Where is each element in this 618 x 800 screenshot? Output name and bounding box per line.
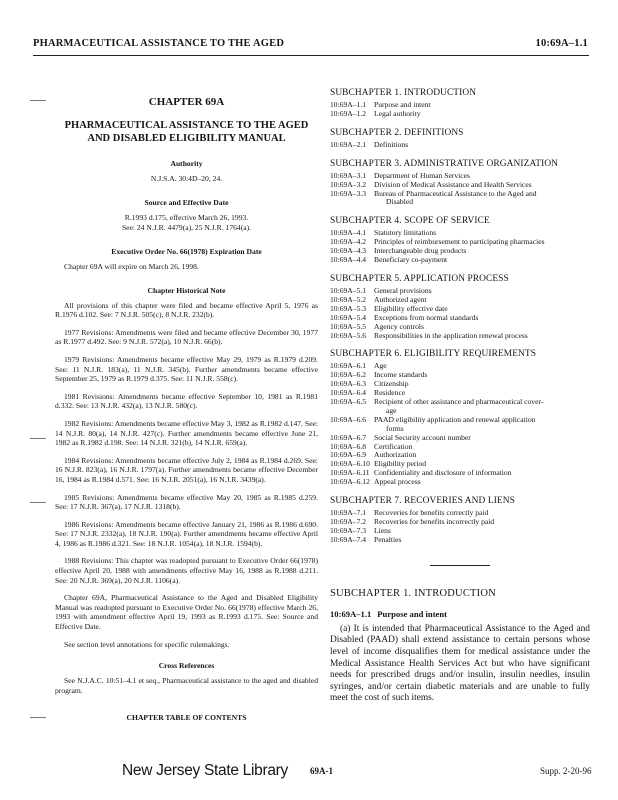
toc-title-text: Recipient of other assistance and pharmaceutical cover- — [374, 397, 544, 407]
toc-row — [330, 110, 590, 119]
toc-title-text: Age — [374, 361, 387, 371]
toc-row — [330, 434, 590, 443]
toc-row — [330, 362, 590, 371]
toc-section-title — [374, 332, 590, 341]
margin-mark — [30, 438, 46, 439]
margin-mark — [30, 100, 46, 101]
toc-section-number: 10:69A–1.1 — [330, 100, 367, 109]
authority-heading: Authority — [170, 159, 203, 168]
section-paragraph: (a) It is intended that Pharmaceutical Assistance to the Aged and Disabled (PAAD) shall extend assistance to certain persons whose level of income disqualifies them for medical assistance under the Medical Assistance Health Services Act but who have significant needs for prescribed drugs and/or insulin, insulin needles, insulin syringes, and/or certain diabetic materials and are unable to fully meet the cost of such items. — [330, 623, 590, 704]
toc-section-number: 10:69A–1.2 — [330, 108, 367, 118]
history-paragraph: 1981 Revisions: Amendments became effective September 10, 1981 as R.1981 d.332. See: 13 N.J.R. 432(a), 13 N.J.R. 580(c). — [55, 391, 318, 411]
toc-row — [330, 314, 590, 323]
cross-references-text: See N.J.A.C. 10:51–4.1 et seq., Pharmaceutical assistance to the aged and disabled program. — [55, 676, 318, 695]
toc-subchapter-heading: SUBCHAPTER 1. INTRODUCTION — [330, 88, 477, 98]
toc-title-text: Definitions — [374, 139, 409, 149]
toc-row — [330, 478, 590, 487]
source-text — [55, 213, 318, 233]
section-divider — [430, 565, 490, 566]
toc-section-number: 10:69A–6.6 — [330, 414, 367, 424]
history-paragraph: 1986 Revisions: Amendments became effective January 21, 1986 as R.1986 d.690. See: 17 N.J.R. 2332(a), 18 N.J.R. 190(a). Further amendments became effective April 4, 1986 as R.1986 d.321. See: 18 N.J.R. 1054(a), 18 N.J.R. 1594(b). — [55, 519, 318, 548]
toc-subchapter-heading: SUBCHAPTER 7. RECOVERIES AND LIENS — [330, 496, 515, 507]
toc-row — [330, 141, 590, 150]
toc-title-text: Certification — [374, 441, 413, 451]
toc-section-number: 10:69A–6.9 — [330, 450, 367, 460]
toc-list — [330, 172, 590, 208]
toc-section-number: 10:69A–5.6 — [330, 330, 367, 340]
toc-title-text: Eligibility period — [374, 459, 427, 469]
toc-section-number: 10:69A–2.1 — [330, 139, 367, 149]
toc-section-number: 10:69A–6.5 — [330, 397, 367, 407]
table-of-contents — [330, 88, 590, 545]
toc-row — [330, 371, 590, 380]
toc-section-number: 10:69A–5.5 — [330, 321, 367, 331]
section-heading — [330, 609, 590, 619]
subchapter-heading: SUBCHAPTER 1. INTRODUCTION — [330, 587, 496, 599]
toc-list — [330, 362, 590, 487]
authority-text: N.J.S.A. 30:4D–20, 24. — [150, 174, 223, 183]
toc-section-number: 10:69A–6.10 — [330, 459, 370, 469]
page-footer — [0, 762, 618, 782]
toc-section-number: 10:69A–6.7 — [330, 432, 367, 442]
historical-note-heading: Chapter Historical Note — [147, 285, 226, 295]
chapter-title-line: AND DISABLED ELIGIBILITY MANUAL — [87, 133, 286, 144]
toc-section-number: 10:69A–7.3 — [330, 525, 367, 535]
toc-subchapter-heading: SUBCHAPTER 5. APPLICATION PROCESS — [330, 273, 509, 284]
toc-section-title — [374, 380, 590, 389]
toc-section-title — [374, 536, 590, 545]
running-head-section: 10:69A–1.1 — [535, 38, 588, 49]
chapter-title-line: PHARMACEUTICAL ASSISTANCE TO THE AGED — [64, 120, 309, 131]
toc-section-title — [374, 527, 590, 536]
toc-section-title — [374, 110, 590, 119]
chapter-title — [55, 119, 318, 145]
toc-title-text: Division of Medical Assistance and Health Services — [374, 179, 532, 189]
toc-section-number: 10:69A–6.11 — [330, 468, 370, 478]
toc-row — [330, 296, 590, 305]
toc-title-text: Principles of reimbursement to participating pharmacies — [374, 237, 545, 247]
toc-section-title — [374, 256, 590, 265]
toc-section-number: 10:69A–3.3 — [330, 188, 367, 198]
toc-title-text: Legal authority — [374, 108, 421, 118]
toc-title-text: Residence — [374, 388, 406, 398]
toc-section-number: 10:69A–6.3 — [330, 379, 367, 389]
toc-subchapter-heading: SUBCHAPTER 4. SCOPE OF SERVICE — [330, 216, 490, 227]
chapter-number: CHAPTER 69A — [148, 96, 225, 108]
page-number: 69A-1 — [310, 766, 333, 776]
history-paragraph: 1979 Revisions: Amendments became effective May 29, 1979 as R.1979 d.209. See: 11 N.J.R. 183(a), 11 N.J.R. 345(b). Further amendments became effective September 25, 1979 as R.1979 d.375. See: 11 N.J.R. 558(c). — [55, 354, 318, 384]
toc-section-number: 10:69A–6.8 — [330, 441, 367, 451]
toc-section-title — [374, 416, 590, 434]
toc-title-text: Authorization — [374, 450, 417, 460]
margin-mark — [30, 502, 46, 503]
toc-row — [330, 536, 590, 545]
toc-subchapter-heading: SUBCHAPTER 3. ADMINISTRATIVE ORGANIZATION — [330, 158, 559, 169]
section-title: Purpose and intent — [377, 608, 448, 619]
toc-title-text: Appeal process — [374, 477, 421, 487]
toc-list — [330, 509, 590, 545]
toc-section-number: 10:69A–4.3 — [330, 246, 367, 256]
toc-title-text: Recoveries for benefits incorrectly paid — [374, 517, 495, 526]
history-paragraph: All provisions of this chapter were filed and became effective April 5, 1976 as R.1976 d.102. See: 7 N.J.R. 505(c), 8 N.J.R. 232(b). — [55, 300, 318, 320]
toc-subchapter-heading: SUBCHAPTER 6. ELIGIBILITY REQUIREMENTS — [330, 349, 537, 360]
toc-section-number: 10:69A–7.4 — [330, 534, 367, 544]
toc-title-text: Social Security account number — [374, 432, 471, 442]
toc-title-continuation: Disabled — [386, 197, 413, 207]
toc-row — [330, 527, 590, 536]
left-column — [55, 90, 318, 722]
toc-title-text: General provisions — [374, 285, 432, 295]
running-head — [33, 38, 588, 54]
toc-title-text: Exceptions from normal standards — [374, 312, 479, 322]
history-paragraph: 1982 Revisions: Amendments became effective May 3, 1982 as R.1982 d.147. See: 14 N.J.R. 80(a), 14 N.J.R. 427(c). Further amendments became effective June 21, 1982 as R.1982 d.198. See: 14 N.J.R. 321(b), 14 N.J.R. 659(a). — [55, 418, 318, 448]
toc-section-number: 10:69A–4.1 — [330, 228, 367, 238]
history-paragraph: 1984 Revisions: Amendments became effective July 2, 1984 as R.1984 d.269. See: 16 N.J.R. 823(a), 16 N.J.R. 1797(a). Further amendments became effective December 16, 1984 as R.1984 d.571. See: 16 N.J.R. 2051(a), 16 N.J.R. 3439(a). — [55, 455, 318, 484]
executive-order-text: Chapter 69A will expire on March 26, 1998. — [64, 262, 199, 271]
toc-row — [330, 332, 590, 341]
toc-title-text: Beneficiary co-payment — [374, 255, 448, 265]
toc-section-number: 10:69A–5.2 — [330, 294, 367, 304]
toc-row — [330, 443, 590, 452]
toc-title-text: Agency controls — [374, 321, 424, 331]
toc-title-text: Income standards — [374, 370, 428, 380]
toc-section-number: 10:69A–6.4 — [330, 388, 367, 398]
section-number: 10:69A–1.1 — [330, 608, 372, 619]
history-paragraph: See section level annotations for specific rulemakings. — [64, 639, 230, 649]
toc-title-text: Interchangeable drug products — [374, 246, 467, 256]
toc-section-title — [374, 141, 590, 150]
toc-section-title — [374, 518, 590, 527]
toc-row — [330, 256, 590, 265]
toc-title-continuation: age — [386, 405, 397, 415]
toc-title-text: Purpose and intent — [374, 100, 431, 109]
table-of-contents-heading: CHAPTER TABLE OF CONTENTS — [126, 713, 247, 723]
toc-section-number: 10:69A–5.3 — [330, 303, 367, 313]
history-paragraph: 1985 Revisions: Amendments became effective May 20, 1985 as R.1985 d.259. See: 17 N.J.R. 367(a), 17 N.J.R. 1318(b). — [55, 492, 318, 512]
toc-section-number: 10:69A–4.4 — [330, 255, 367, 265]
toc-row — [330, 247, 590, 256]
history-paragraph: 1988 Revisions: This chapter was readopted pursuant to Executive Order 66(1978) effective April 20, 1988 with amendments effective May 16, 1988 as R.1988 d.211. See: 20 N.J.R. 369(a), 20 N.J.R. 1106(a). — [55, 556, 318, 585]
toc-section-number: 10:69A–6.12 — [330, 477, 370, 487]
toc-row — [330, 101, 590, 110]
library-stamp: New Jersey State Library — [122, 762, 288, 779]
toc-section-number: 10:69A–5.4 — [330, 312, 367, 322]
toc-title-text: Eligibility effective date — [374, 303, 448, 313]
toc-title-text: Bureau of Pharmaceutical Assistance to the Aged and — [374, 188, 537, 198]
supplement-date: Supp. 2-20-96 — [540, 766, 592, 776]
source-line: R.1993 d.175, effective March 26, 1993. — [124, 213, 249, 222]
right-column — [330, 88, 590, 714]
toc-title-text: Authorized agent — [374, 294, 427, 304]
toc-title-continuation: forms — [386, 423, 404, 433]
toc-row — [330, 380, 590, 389]
toc-section-number: 10:69A–7.1 — [330, 508, 367, 518]
toc-title-text: Confidentiality and disclosure of information — [374, 468, 512, 478]
toc-section-number: 10:69A–7.2 — [330, 517, 367, 526]
toc-title-text: Liens — [374, 525, 391, 535]
toc-subchapter-heading: SUBCHAPTER 2. DEFINITIONS — [330, 127, 464, 138]
toc-title-text: Responsibilities in the application renewal process — [374, 330, 528, 340]
toc-title-text: Penalties — [374, 534, 402, 544]
toc-title-text: PAAD eligibility application and renewal application — [374, 414, 536, 424]
running-head-title: PHARMACEUTICAL ASSISTANCE TO THE AGED — [33, 38, 285, 49]
toc-section-number: 10:69A–3.2 — [330, 179, 367, 189]
toc-section-number: 10:69A–6.1 — [330, 361, 367, 371]
toc-section-title — [374, 190, 590, 208]
toc-section-number: 10:69A–4.2 — [330, 237, 367, 247]
toc-list — [330, 229, 590, 265]
header-rule — [33, 55, 589, 56]
toc-section-number: 10:69A–6.2 — [330, 370, 367, 380]
toc-section-number: 10:69A–5.1 — [330, 285, 367, 295]
toc-row — [330, 398, 590, 416]
margin-mark — [30, 717, 46, 718]
cross-references-heading: Cross References — [158, 661, 215, 671]
toc-title-text: Citizenship — [374, 379, 409, 389]
executive-order-heading: Executive Order No. 66(1978) Expiration Date — [111, 247, 262, 256]
history-paragraph: 1977 Revisions: Amendments were filed and became effective December 30, 1977 as R.1977 d.492. See: 9 N.J.R. 572(a), 10 N.J.R. 66(b). — [55, 327, 318, 347]
toc-list — [330, 101, 590, 119]
toc-section-title — [374, 478, 590, 487]
source-line: See: 24 N.J.R. 4479(a), 25 N.J.R. 1764(a). — [121, 223, 252, 232]
toc-title-text: Statutory limitations — [374, 228, 437, 238]
toc-row — [330, 190, 590, 208]
toc-section-number: 10:69A–3.1 — [330, 170, 367, 180]
toc-row — [330, 518, 590, 527]
toc-list — [330, 141, 590, 150]
toc-list — [330, 287, 590, 340]
toc-title-text: Department of Human Services — [374, 170, 470, 180]
toc-row — [330, 287, 590, 296]
toc-section-title — [374, 398, 590, 416]
history-paragraph: Chapter 69A, Pharmaceutical Assistance to the Aged and Disabled Eligibility Manual was readopted pursuant to Executive Order No. 66(1978) effective March 26, 1993 with amendment effective April 19, 1993 as R.1993 d.175. See: Source and Effective Date. — [55, 593, 318, 632]
source-heading: Source and Effective Date — [144, 198, 229, 207]
toc-row — [330, 416, 590, 434]
toc-title-text: Recoveries for benefits correctly paid — [374, 508, 489, 518]
